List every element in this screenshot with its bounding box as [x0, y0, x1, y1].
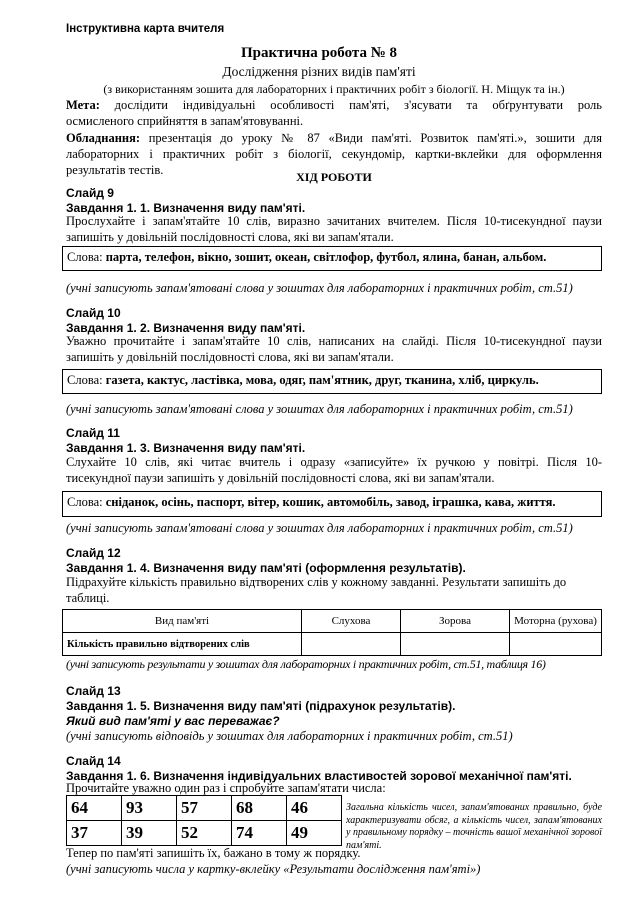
document-subtitle: Дослідження різних видів пам'яті [222, 64, 416, 79]
slide-9-task: Завдання 1. 1. Визначення виду пам'яті. [66, 201, 306, 215]
numbers-row-1 [67, 796, 342, 821]
slide-11-note: (учні записують запам'ятовані слова у зошитах для лабораторних і практичних робіт, ст.51) [66, 521, 573, 535]
slide-10-text-2: запишіть у довільній послідовності слова, які ви запам'ятали. [66, 350, 394, 364]
slide-11-words-box [62, 491, 602, 517]
source-note: (з використанням зошита для лабораторних і практичних робіт з біології. Н. Міщук та ін.) [103, 82, 565, 96]
slide-14-label: Слайд 14 [66, 754, 121, 768]
slide-14-task: Завдання 1. 6. Визначення індивідуальних властивостей зорової механічної пам'яті. [66, 769, 572, 783]
table-header-type: Вид пам'яті [63, 610, 302, 633]
table-header-motor: Моторна (рухова) [510, 610, 602, 633]
number-cell: 93 [122, 796, 177, 821]
table-cell-auditory[interactable] [302, 633, 401, 656]
slide-9-words: парта, телефон, вікно, зошит, океан, світлофор, футбол, ялина, банан, альбом. [105, 250, 547, 264]
slide-10-words-box [62, 369, 602, 394]
slide-14-text-2: Тепер по пам'яті запишіть їх, бажано в тому ж порядку. [66, 846, 361, 860]
progress-title: ХІД РОБОТИ [296, 170, 372, 184]
number-cell: 49 [287, 821, 342, 846]
goal-text-1: дослідити індивідуальні особливості пам'яті, з'ясувати та обґрунтувати роль [114, 98, 603, 112]
table-row [63, 633, 602, 656]
number-cell: 57 [177, 796, 232, 821]
slide-13-note: (учні записують відповідь у зошитах для лабораторних і практичних робіт, ст.51) [66, 729, 513, 743]
slide-14-text-1: Прочитайте уважно один раз і спробуйте запам'ятати числа: [66, 781, 386, 795]
number-cell: 74 [232, 821, 287, 846]
slide-10-note: (учні записують запам'ятовані слова у зошитах для лабораторних і практичних робіт, ст.51) [66, 402, 573, 416]
slide-10-task: Завдання 1. 2. Визначення виду пам'яті. [66, 321, 306, 335]
table-cell-motor[interactable] [510, 633, 602, 656]
table-cell-visual[interactable] [401, 633, 510, 656]
goal-line-2: осмисленого сприйняття в запам'ятовуванні. [66, 114, 304, 128]
document-title: Практична робота № 8 [240, 45, 398, 61]
numbers-grid [66, 795, 342, 846]
slide-12-note: (учні записують результати у зошитах для лабораторних і практичних робіт, ст.51, таблиця 16) [66, 657, 546, 671]
slide-13-label: Слайд 13 [66, 684, 121, 698]
slide-11-words: сніданок, осінь, паспорт, вітер, кошик, автомобіль, завод, іграшка, кава, життя. [105, 495, 556, 509]
numbers-row-2 [67, 821, 342, 846]
equipment-text-1: презентація до уроку № 87 «Види пам'яті. Розвиток пам'яті.», зошити для [148, 131, 602, 145]
number-cell: 37 [67, 821, 122, 846]
slide-11-text-2: тисекундної паузи запишіть у довільній послідовності слова, які ви запам'ятали. [66, 471, 495, 485]
number-cell: 64 [67, 796, 122, 821]
slide-9-words-label: Слова: [67, 250, 103, 264]
equipment-line-2: лабораторних і практичних робіт з біології, секундомір, картки-вклейки для оформлення [66, 147, 602, 161]
slide-12-text-1: Підрахуйте кількість правильно відтворених слів у кожному завданні. Результати запишіть до [66, 575, 567, 589]
number-cell: 68 [232, 796, 287, 821]
table-header-row [63, 610, 602, 633]
slide-10-label: Слайд 10 [66, 306, 121, 320]
goal-line-1 [66, 98, 602, 113]
table-header-visual: Зорова [401, 610, 510, 633]
slide-12-text-2: таблиці. [66, 591, 110, 605]
equipment-label: Обладнання: [66, 131, 141, 145]
slide-14-note: (учні записують числа у картку-вклейку «Результати дослідження пам'яті») [66, 862, 481, 876]
memory-results-table [62, 609, 602, 656]
slide-11-task: Завдання 1. 3. Визначення виду пам'яті. [66, 441, 306, 455]
slide-11-label: Слайд 11 [66, 426, 120, 440]
table-row-label: Кількість правильно відтворених слів [63, 633, 302, 656]
slide-12-label: Слайд 12 [66, 546, 121, 560]
page-header: Інструктивна карта вчителя [66, 23, 225, 35]
slide-11-words-label: Слова: [67, 495, 103, 509]
slide-13-question: Який вид пам'яті у вас переважає? [66, 714, 280, 728]
slide-10-words: газета, кактус, ластівка, мова, одяг, пам'ятник, друг, тканина, хліб, циркуль. [105, 373, 539, 387]
slide-9-words-box [62, 246, 602, 271]
number-cell: 52 [177, 821, 232, 846]
equipment-line-1 [66, 131, 602, 146]
slide-13-task: Завдання 1. 5. Визначення виду пам'яті (підрахунок результатів). [66, 699, 456, 713]
slide-10-words-label: Слова: [67, 373, 103, 387]
slide-10-text-1: Уважно прочитайте і запам'ятайте 10 слів, написаних на слайді. Після 10-тисекундної паузи [66, 334, 602, 348]
slide-14-side-note: Загальна кількість чисел, запам'ятованих правильно, буде характеризувати обсяг, а кількість чисел, запам'ятованих у правильному порядку – точність вашої механічної зорової пам'яті. [346, 802, 602, 851]
slide-11-text-1: Слухайте 10 слів, які читає вчитель і одразу «записуйте» їх ручкою у повітрі. Після 10- [66, 455, 602, 469]
slide-9-text-2: запишіть у довільній послідовності слова, які ви запам'ятали. [66, 230, 394, 244]
number-cell: 46 [287, 796, 342, 821]
slide-9-note: (учні записують запам'ятовані слова у зошитах для лабораторних і практичних робіт, ст.51) [66, 281, 573, 295]
slide-12-task: Завдання 1. 4. Визначення виду пам'яті (оформлення результатів). [66, 561, 466, 575]
table-header-auditory: Слухова [302, 610, 401, 633]
equipment-line-3: результатів тестів. [66, 163, 164, 177]
goal-label: Мета: [66, 98, 100, 112]
slide-9-text-1: Прослухайте і запам'ятайте 10 слів, виразно зачитаних вчителем. Після 10-тисекундної паузи [66, 214, 602, 228]
number-cell: 39 [122, 821, 177, 846]
slide-9-label: Слайд 9 [66, 186, 114, 200]
